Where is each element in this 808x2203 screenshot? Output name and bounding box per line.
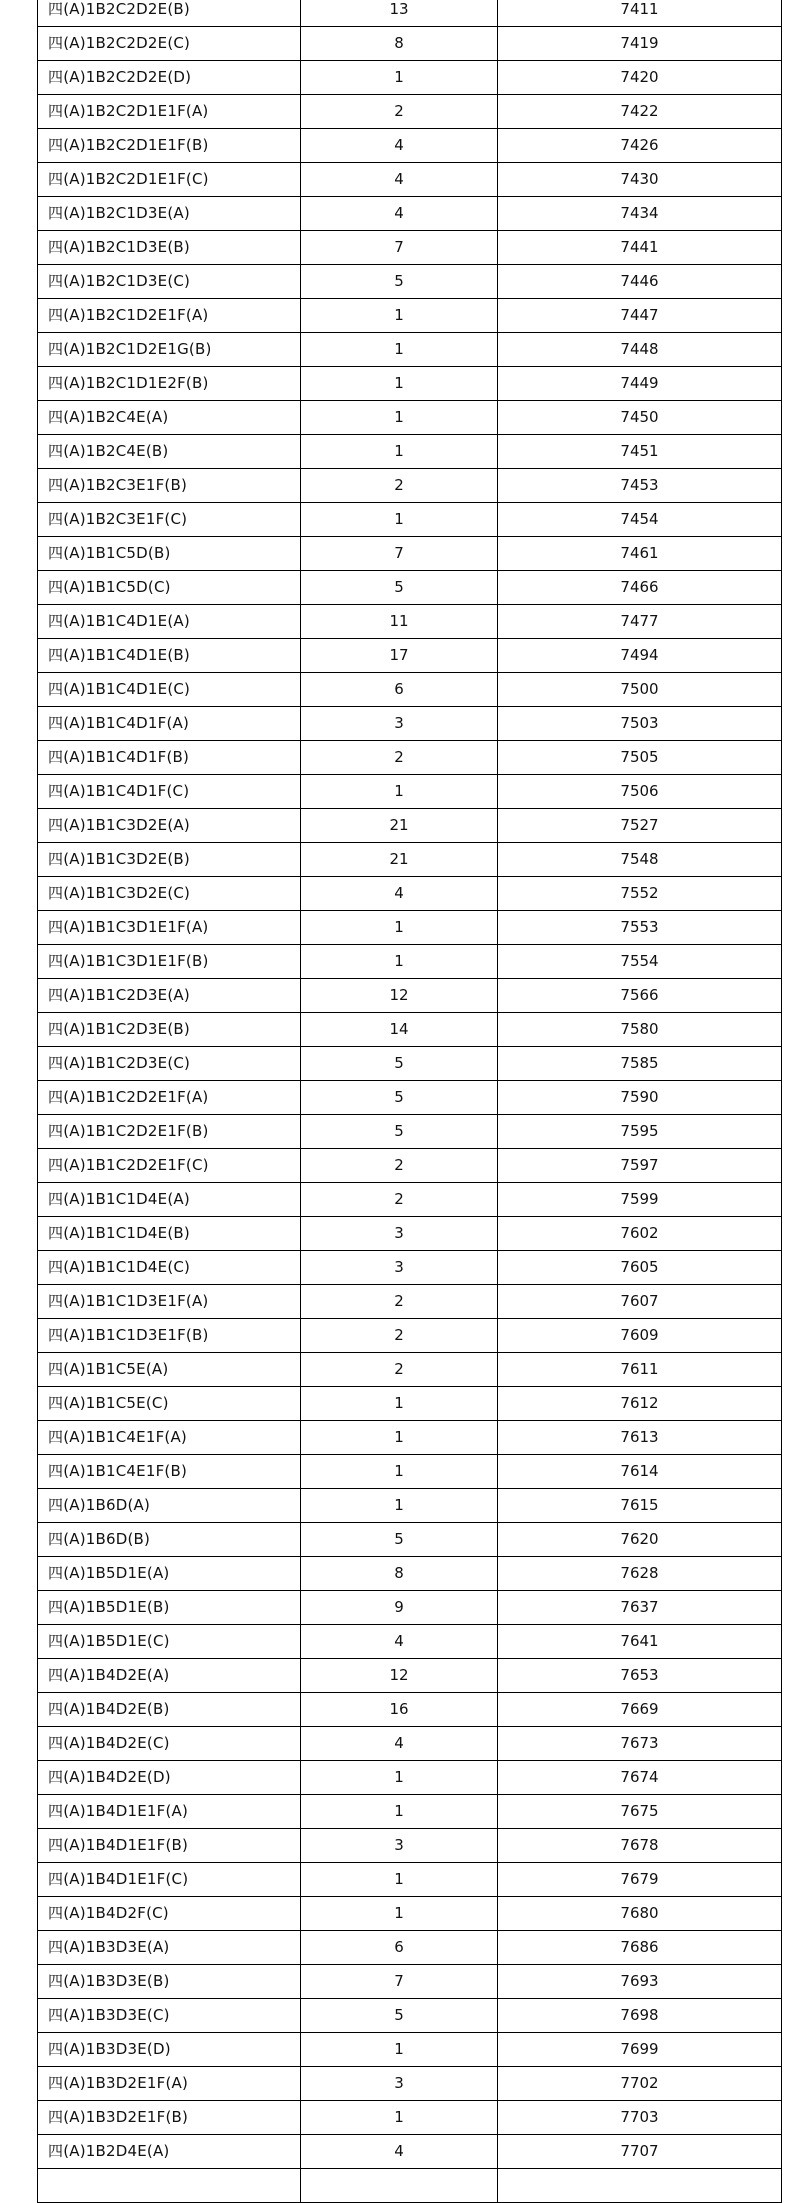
table-row [38, 469, 782, 503]
table-row [38, 1183, 782, 1217]
count-cell: 1 [301, 1897, 498, 1931]
table-row [38, 911, 782, 945]
cumulative-cell: 7426 [498, 129, 782, 163]
cumulative-cell: 7673 [498, 1727, 782, 1761]
table-body [38, 0, 782, 2203]
count-cell: 16 [301, 1693, 498, 1727]
count-cell: 1 [301, 775, 498, 809]
count-cell: 7 [301, 537, 498, 571]
table-row [38, 163, 782, 197]
category-cell: 四(A)1B3D3E(B) [38, 1965, 301, 1999]
cumulative-cell: 7448 [498, 333, 782, 367]
count-cell: 5 [301, 1115, 498, 1149]
cumulative-cell: 7434 [498, 197, 782, 231]
count-cell: 5 [301, 571, 498, 605]
category-cell: 四(A)1B1C4D1F(B) [38, 741, 301, 775]
count-cell: 5 [301, 265, 498, 299]
cumulative-cell: 7595 [498, 1115, 782, 1149]
cumulative-cell: 7500 [498, 673, 782, 707]
table-row [38, 1523, 782, 1557]
count-cell: 2 [301, 1353, 498, 1387]
cumulative-cell: 7585 [498, 1047, 782, 1081]
count-cell: 5 [301, 1523, 498, 1557]
category-cell: 四(A)1B2C3E1F(C) [38, 503, 301, 537]
category-cell: 四(A)1B1C3D1E1F(B) [38, 945, 301, 979]
table-row [38, 1693, 782, 1727]
category-cell: 四(A)1B2C2D2E(B) [38, 0, 301, 27]
table-row [38, 231, 782, 265]
count-cell: 13 [301, 0, 498, 27]
table-row [38, 775, 782, 809]
table-row [38, 367, 782, 401]
table-row [38, 1013, 782, 1047]
category-cell: 四(A)1B1C5D(B) [38, 537, 301, 571]
table-row [38, 537, 782, 571]
count-cell: 2 [301, 1285, 498, 1319]
count-cell [301, 2169, 498, 2203]
cumulative-cell: 7637 [498, 1591, 782, 1625]
category-cell: 四(A)1B2C2D1E1F(B) [38, 129, 301, 163]
table-row [38, 265, 782, 299]
table-row [38, 1795, 782, 1829]
table-row [38, 1251, 782, 1285]
category-cell: 四(A)1B3D3E(C) [38, 1999, 301, 2033]
cumulative-cell: 7554 [498, 945, 782, 979]
count-cell: 2 [301, 1149, 498, 1183]
cumulative-cell: 7699 [498, 2033, 782, 2067]
table-row [38, 333, 782, 367]
category-cell: 四(A)1B4D1E1F(C) [38, 1863, 301, 1897]
category-cell: 四(A)1B2C1D1E2F(B) [38, 367, 301, 401]
table-row [38, 1625, 782, 1659]
count-cell: 8 [301, 1557, 498, 1591]
table-row [38, 1727, 782, 1761]
category-cell: 四(A)1B3D3E(D) [38, 2033, 301, 2067]
category-cell: 四(A)1B4D2F(C) [38, 1897, 301, 1931]
count-cell: 1 [301, 367, 498, 401]
cumulative-cell: 7614 [498, 1455, 782, 1489]
category-cell: 四(A)1B1C4D1E(A) [38, 605, 301, 639]
count-cell: 1 [301, 333, 498, 367]
count-cell: 3 [301, 2067, 498, 2101]
table-row [38, 61, 782, 95]
category-cell: 四(A)1B1C2D3E(C) [38, 1047, 301, 1081]
count-cell: 2 [301, 95, 498, 129]
cumulative-cell: 7548 [498, 843, 782, 877]
category-cell: 四(A)1B2C1D3E(C) [38, 265, 301, 299]
cumulative-cell: 7420 [498, 61, 782, 95]
category-cell: 四(A)1B1C5E(A) [38, 1353, 301, 1387]
table-row [38, 741, 782, 775]
category-cell: 四(A)1B1C4E1F(A) [38, 1421, 301, 1455]
table-row [38, 1455, 782, 1489]
score-table [37, 0, 782, 2203]
count-cell: 7 [301, 1965, 498, 1999]
count-cell: 12 [301, 1659, 498, 1693]
count-cell: 6 [301, 1931, 498, 1965]
count-cell: 12 [301, 979, 498, 1013]
cumulative-cell: 7703 [498, 2101, 782, 2135]
category-cell: 四(A)1B1C4D1F(C) [38, 775, 301, 809]
table-row [38, 877, 782, 911]
table-row [38, 2101, 782, 2135]
category-cell: 四(A)1B5D1E(A) [38, 1557, 301, 1591]
count-cell: 1 [301, 61, 498, 95]
table-row [38, 707, 782, 741]
cumulative-cell: 7607 [498, 1285, 782, 1319]
category-cell: 四(A)1B1C1D3E1F(B) [38, 1319, 301, 1353]
category-cell: 四(A)1B2C4E(B) [38, 435, 301, 469]
category-cell: 四(A)1B2C2D1E1F(A) [38, 95, 301, 129]
table-row [38, 2135, 782, 2169]
cumulative-cell: 7450 [498, 401, 782, 435]
count-cell: 21 [301, 843, 498, 877]
count-cell: 4 [301, 2135, 498, 2169]
table-row [38, 299, 782, 333]
count-cell: 1 [301, 2033, 498, 2067]
cumulative-cell: 7566 [498, 979, 782, 1013]
count-cell: 11 [301, 605, 498, 639]
count-cell: 1 [301, 1489, 498, 1523]
cumulative-cell: 7441 [498, 231, 782, 265]
category-cell: 四(A)1B6D(B) [38, 1523, 301, 1557]
cumulative-cell: 7461 [498, 537, 782, 571]
cumulative-cell: 7678 [498, 1829, 782, 1863]
table-row [38, 979, 782, 1013]
cumulative-cell: 7447 [498, 299, 782, 333]
category-cell: 四(A)1B1C4D1F(A) [38, 707, 301, 741]
category-cell: 四(A)1B1C2D2E1F(B) [38, 1115, 301, 1149]
cumulative-cell: 7612 [498, 1387, 782, 1421]
cumulative-cell: 7613 [498, 1421, 782, 1455]
cumulative-cell: 7679 [498, 1863, 782, 1897]
table-row [38, 1557, 782, 1591]
category-cell: 四(A)1B1C2D2E1F(C) [38, 1149, 301, 1183]
count-cell: 21 [301, 809, 498, 843]
cumulative-cell: 7494 [498, 639, 782, 673]
table-row [38, 843, 782, 877]
table-row [38, 1761, 782, 1795]
category-cell: 四(A)1B2C3E1F(B) [38, 469, 301, 503]
category-cell: 四(A)1B1C5D(C) [38, 571, 301, 605]
table-row [38, 1659, 782, 1693]
cumulative-cell: 7686 [498, 1931, 782, 1965]
category-cell: 四(A)1B3D3E(A) [38, 1931, 301, 1965]
table-row [38, 1897, 782, 1931]
cumulative-cell: 7446 [498, 265, 782, 299]
category-cell: 四(A)1B2C1D2E1F(A) [38, 299, 301, 333]
cumulative-cell: 7505 [498, 741, 782, 775]
category-cell: 四(A)1B3D2E1F(B) [38, 2101, 301, 2135]
cumulative-cell: 7702 [498, 2067, 782, 2101]
table-row [38, 401, 782, 435]
category-cell: 四(A)1B2C4E(A) [38, 401, 301, 435]
table-row [38, 197, 782, 231]
count-cell: 1 [301, 1387, 498, 1421]
cumulative-cell: 7553 [498, 911, 782, 945]
table-row [38, 1489, 782, 1523]
cumulative-cell: 7411 [498, 0, 782, 27]
table-row [38, 129, 782, 163]
cumulative-cell [498, 2169, 782, 2203]
category-cell: 四(A)1B4D1E1F(A) [38, 1795, 301, 1829]
category-cell: 四(A)1B1C5E(C) [38, 1387, 301, 1421]
table-row [38, 1999, 782, 2033]
cumulative-cell: 7590 [498, 1081, 782, 1115]
cumulative-cell: 7620 [498, 1523, 782, 1557]
cumulative-cell: 7674 [498, 1761, 782, 1795]
cumulative-cell: 7453 [498, 469, 782, 503]
category-cell: 四(A)1B4D1E1F(B) [38, 1829, 301, 1863]
category-cell: 四(A)1B4D2E(D) [38, 1761, 301, 1795]
table-row [38, 2169, 782, 2203]
cumulative-cell: 7503 [498, 707, 782, 741]
cumulative-cell: 7602 [498, 1217, 782, 1251]
table-row [38, 2033, 782, 2067]
cumulative-cell: 7611 [498, 1353, 782, 1387]
count-cell: 3 [301, 1251, 498, 1285]
table-row [38, 1591, 782, 1625]
count-cell: 1 [301, 911, 498, 945]
cumulative-cell: 7449 [498, 367, 782, 401]
count-cell: 5 [301, 1047, 498, 1081]
count-cell: 1 [301, 1863, 498, 1897]
count-cell: 4 [301, 877, 498, 911]
count-cell: 6 [301, 673, 498, 707]
cumulative-cell: 7609 [498, 1319, 782, 1353]
cumulative-cell: 7580 [498, 1013, 782, 1047]
count-cell: 1 [301, 299, 498, 333]
table-row [38, 945, 782, 979]
cumulative-cell: 7451 [498, 435, 782, 469]
table-row [38, 673, 782, 707]
category-cell: 四(A)1B1C1D3E1F(A) [38, 1285, 301, 1319]
category-cell: 四(A)1B4D2E(C) [38, 1727, 301, 1761]
category-cell: 四(A)1B2D4E(A) [38, 2135, 301, 2169]
count-cell: 2 [301, 741, 498, 775]
category-cell: 四(A)1B1C4D1E(B) [38, 639, 301, 673]
count-cell: 4 [301, 1727, 498, 1761]
count-cell: 4 [301, 197, 498, 231]
category-cell: 四(A)1B1C3D1E1F(A) [38, 911, 301, 945]
table-row [38, 809, 782, 843]
table-row [38, 571, 782, 605]
count-cell: 5 [301, 1999, 498, 2033]
cumulative-cell: 7422 [498, 95, 782, 129]
category-cell: 四(A)1B1C2D2E1F(A) [38, 1081, 301, 1115]
category-cell: 四(A)1B4D2E(B) [38, 1693, 301, 1727]
cumulative-cell: 7599 [498, 1183, 782, 1217]
count-cell: 4 [301, 129, 498, 163]
count-cell: 3 [301, 707, 498, 741]
table-row [38, 27, 782, 61]
count-cell: 7 [301, 231, 498, 265]
count-cell: 2 [301, 1319, 498, 1353]
category-cell: 四(A)1B2C1D3E(A) [38, 197, 301, 231]
count-cell: 2 [301, 1183, 498, 1217]
cumulative-cell: 7506 [498, 775, 782, 809]
table-row [38, 1931, 782, 1965]
category-cell [38, 2169, 301, 2203]
table-row [38, 2067, 782, 2101]
cumulative-cell: 7454 [498, 503, 782, 537]
cumulative-cell: 7477 [498, 605, 782, 639]
count-cell: 8 [301, 27, 498, 61]
count-cell: 4 [301, 163, 498, 197]
cumulative-cell: 7552 [498, 877, 782, 911]
cumulative-cell: 7527 [498, 809, 782, 843]
table-row [38, 1217, 782, 1251]
cumulative-cell: 7641 [498, 1625, 782, 1659]
table-row [38, 1319, 782, 1353]
cumulative-cell: 7430 [498, 163, 782, 197]
category-cell: 四(A)1B1C4D1E(C) [38, 673, 301, 707]
category-cell: 四(A)1B6D(A) [38, 1489, 301, 1523]
category-cell: 四(A)1B5D1E(C) [38, 1625, 301, 1659]
table-row [38, 1081, 782, 1115]
category-cell: 四(A)1B2C1D2E1G(B) [38, 333, 301, 367]
cumulative-cell: 7419 [498, 27, 782, 61]
category-cell: 四(A)1B1C4E1F(B) [38, 1455, 301, 1489]
category-cell: 四(A)1B2C2D2E(C) [38, 27, 301, 61]
table-row [38, 503, 782, 537]
table-row [38, 435, 782, 469]
table-row [38, 605, 782, 639]
table-row [38, 1115, 782, 1149]
table-row [38, 0, 782, 27]
count-cell: 1 [301, 503, 498, 537]
cumulative-cell: 7693 [498, 1965, 782, 1999]
count-cell: 1 [301, 1795, 498, 1829]
count-cell: 14 [301, 1013, 498, 1047]
table-row [38, 1149, 782, 1183]
count-cell: 9 [301, 1591, 498, 1625]
category-cell: 四(A)1B5D1E(B) [38, 1591, 301, 1625]
count-cell: 17 [301, 639, 498, 673]
category-cell: 四(A)1B1C2D3E(B) [38, 1013, 301, 1047]
count-cell: 3 [301, 1829, 498, 1863]
category-cell: 四(A)1B1C3D2E(A) [38, 809, 301, 843]
count-cell: 3 [301, 1217, 498, 1251]
table-row [38, 639, 782, 673]
category-cell: 四(A)1B2C2D1E1F(C) [38, 163, 301, 197]
cumulative-cell: 7466 [498, 571, 782, 605]
category-cell: 四(A)1B1C1D4E(A) [38, 1183, 301, 1217]
category-cell: 四(A)1B2C2D2E(D) [38, 61, 301, 95]
count-cell: 4 [301, 1625, 498, 1659]
category-cell: 四(A)1B1C2D3E(A) [38, 979, 301, 1013]
count-cell: 1 [301, 435, 498, 469]
cumulative-cell: 7675 [498, 1795, 782, 1829]
category-cell: 四(A)1B1C3D2E(C) [38, 877, 301, 911]
count-cell: 1 [301, 1455, 498, 1489]
cumulative-cell: 7605 [498, 1251, 782, 1285]
table-row [38, 1829, 782, 1863]
cumulative-cell: 7628 [498, 1557, 782, 1591]
cumulative-cell: 7698 [498, 1999, 782, 2033]
count-cell: 1 [301, 945, 498, 979]
table-row [38, 1965, 782, 1999]
count-cell: 1 [301, 401, 498, 435]
cumulative-cell: 7615 [498, 1489, 782, 1523]
table-row [38, 95, 782, 129]
table-row [38, 1387, 782, 1421]
table-row [38, 1353, 782, 1387]
cumulative-cell: 7669 [498, 1693, 782, 1727]
cumulative-cell: 7653 [498, 1659, 782, 1693]
category-cell: 四(A)1B1C1D4E(C) [38, 1251, 301, 1285]
category-cell: 四(A)1B4D2E(A) [38, 1659, 301, 1693]
table-row [38, 1421, 782, 1455]
category-cell: 四(A)1B2C1D3E(B) [38, 231, 301, 265]
table-row [38, 1285, 782, 1319]
cumulative-cell: 7680 [498, 1897, 782, 1931]
category-cell: 四(A)1B1C1D4E(B) [38, 1217, 301, 1251]
table-row [38, 1047, 782, 1081]
cumulative-cell: 7597 [498, 1149, 782, 1183]
count-cell: 5 [301, 1081, 498, 1115]
category-cell: 四(A)1B3D2E1F(A) [38, 2067, 301, 2101]
count-cell: 2 [301, 469, 498, 503]
table-row [38, 1863, 782, 1897]
count-cell: 1 [301, 1761, 498, 1795]
count-cell: 1 [301, 2101, 498, 2135]
cumulative-cell: 7707 [498, 2135, 782, 2169]
category-cell: 四(A)1B1C3D2E(B) [38, 843, 301, 877]
count-cell: 1 [301, 1421, 498, 1455]
